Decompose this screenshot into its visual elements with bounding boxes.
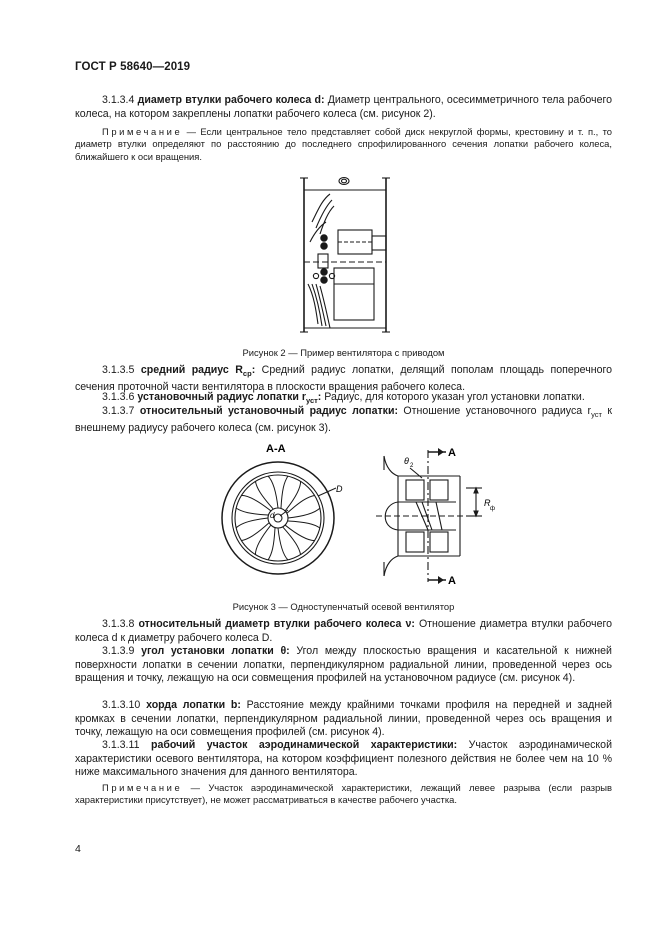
definition-part-b: к внешнему радиусу рабочего колеса (см. рисунок 3). bbox=[75, 405, 612, 434]
clause-number: 3.1.3.8 bbox=[102, 618, 135, 630]
figure-3-section-view bbox=[210, 440, 350, 590]
paragraph-3-1-3-7 bbox=[75, 405, 612, 435]
note-label: Примечание bbox=[102, 782, 183, 793]
figure-3-caption: Рисунок 3 — Одноступенчатый осевой вентилятор bbox=[232, 601, 455, 612]
label-R: R bbox=[484, 498, 491, 508]
term: хорда лопатки b: bbox=[146, 699, 241, 711]
note-text: — Если центральное тело представляет собой диск некруглой формы, крестовину и т. п., то диаметр втулки определяют по расстоянию до последнего спрофилированного сечения лопатки рабочего колеса, ближайшего к оси вращения. bbox=[75, 126, 612, 162]
label-theta: θ bbox=[404, 456, 409, 466]
paragraph-3-1-3-9 bbox=[75, 645, 612, 686]
label-D: D bbox=[336, 484, 343, 494]
figure-3-side-view bbox=[370, 440, 500, 590]
figure-2-fan-with-drive bbox=[290, 172, 400, 338]
clause-number: 3.1.3.7 bbox=[102, 405, 135, 417]
clause-number: 3.1.3.6 bbox=[102, 391, 135, 403]
definition-part-a: Отношение установочного радиуса r bbox=[403, 405, 592, 417]
label-A-top: A bbox=[448, 447, 456, 459]
paragraph-3-1-3-4 bbox=[75, 94, 612, 121]
label-R-subscript: ф bbox=[490, 506, 495, 512]
note-2 bbox=[75, 782, 612, 807]
definition: Участок аэродинамической характеристики осевого вентилятора, на котором коэффициент полезного действия не более чем на 10 % ниже максимального значения для данного вентилятора. bbox=[75, 739, 612, 779]
definition: Угол между плоскостью вращения и касательной к нижней поверхности лопатки в сечении лопатки, перпендикулярном радиальной линии, проведенной через ось вращения и точку, лежащую на оси совмещения профилей на установочном радиусе (см. рисунок 4). bbox=[75, 645, 612, 685]
label-d: d bbox=[270, 511, 275, 520]
term: диаметр втулки рабочего колеса d: bbox=[137, 94, 325, 106]
document-header: ГОСТ Р 58640—2019 bbox=[75, 61, 191, 73]
clause-number: 3.1.3.5 bbox=[102, 364, 135, 376]
term: относительный установочный радиус лопатки: bbox=[139, 405, 398, 417]
paragraph-3-1-3-11 bbox=[75, 739, 612, 780]
label-A-bottom: A bbox=[448, 575, 456, 587]
definition: Диаметр центрального, осесимметричного тела рабочего колеса, на котором закреплены лопатки рабочего колеса (см. рисунок 2). bbox=[75, 94, 612, 120]
clause-number: 3.1.3.10 bbox=[102, 699, 141, 711]
clause-number: 3.1.3.9 bbox=[102, 645, 135, 657]
section-label: А-А bbox=[266, 443, 286, 455]
paragraph-3-1-3-8 bbox=[75, 618, 612, 645]
blade bbox=[236, 508, 268, 528]
clause-number: 3.1.3.4 bbox=[102, 94, 135, 106]
paragraph-3-1-3-6: 3.1.3.6 установочный радиус лопатки $r_{уст}$: Радиус, для которого указан угол установки лопатки. bbox=[102, 391, 585, 406]
label-theta-subscript: 2 bbox=[410, 463, 414, 469]
note-text: — Участок аэродинамической характеристики, лежащий левее разрыва (если разрыв характеристики присутствует), не может рассматриваться в качестве рабочего участка. bbox=[75, 782, 613, 806]
page-number: 4 bbox=[75, 843, 81, 855]
note-1 bbox=[75, 126, 612, 163]
note-label: Примечание bbox=[102, 126, 183, 137]
definition: Расстояние между крайними точками профиля на передней и задней кромках в сечении лопатки, перпендикулярном радиальной линии, проведенной через ось вращения и точку, лежащую на оси совмещения профилей (см. рисунок 4). bbox=[75, 699, 613, 739]
term: относительный диаметр втулки рабочего колеса ν: bbox=[138, 618, 415, 630]
clause-number: 3.1.3.11 bbox=[102, 739, 140, 751]
figure-2-caption: Рисунок 2 — Пример вентилятора с приводом bbox=[242, 347, 445, 358]
definition: Радиус, для которого указан угол установки лопатки. bbox=[324, 391, 585, 403]
term: средний радиус R bbox=[140, 364, 243, 376]
definition: Отношение диаметра втулки рабочего колеса d к диаметру рабочего колеса D. bbox=[75, 618, 612, 644]
paragraph-3-1-3-10 bbox=[75, 699, 612, 740]
paragraph-3-1-3-5: 3.1.3.5 средний радиус $R_{ср}$: Средний радиус лопатки, делящий пополам площадь поперечного сечения проточной части вентилятора в плоскости вращения рабочего колеса. bbox=[75, 364, 612, 393]
definition-subscript: уст bbox=[591, 410, 602, 420]
term-subscript: уст bbox=[305, 396, 318, 406]
term: рабочий участок аэродинамической характеристики: bbox=[151, 739, 458, 751]
blade bbox=[268, 476, 288, 508]
term: установочный радиус лопатки r bbox=[137, 391, 306, 403]
term: угол установки лопатки θ: bbox=[141, 645, 290, 657]
definition: Средний радиус лопатки, делящий пополам площадь поперечного сечения проточной части вентилятора в плоскости вращения рабочего колеса. bbox=[75, 364, 612, 393]
blade bbox=[268, 528, 288, 560]
blade bbox=[288, 508, 320, 528]
term-subscript: ср bbox=[242, 369, 252, 379]
